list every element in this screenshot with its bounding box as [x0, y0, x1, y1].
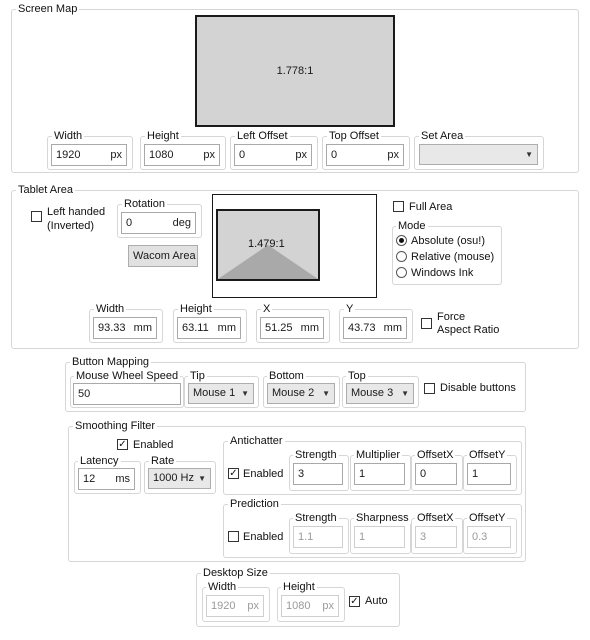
tip-select[interactable]: Mouse 1 ▼: [188, 383, 254, 404]
prediction-enabled-checkbox[interactable]: [228, 531, 239, 542]
tablet-height-input[interactable]: 63.11 mm: [177, 317, 241, 339]
screen-width-input[interactable]: 1920 px: [51, 144, 127, 166]
set-area-select[interactable]: [419, 144, 538, 165]
wacom-area-button[interactable]: Wacom Area: [128, 245, 198, 267]
pr-offsetx-label: OffsetX: [417, 512, 454, 524]
button-mapping-title: Button Mapping: [72, 356, 150, 368]
bottom-select[interactable]: Mouse 2 ▼: [267, 383, 335, 404]
screen-map-title: Screen Map: [18, 3, 78, 15]
rotation-label: Rotation: [124, 198, 165, 210]
left-offset-label: Left Offset: [237, 130, 288, 142]
pr-offsety-input[interactable]: 0.3: [467, 526, 511, 548]
rotation-input[interactable]: 0 deg: [121, 212, 196, 234]
tablet-y-input[interactable]: 43.73 mm: [343, 317, 407, 339]
left-handed-sublabel: (Inverted): [47, 220, 95, 232]
mode-label: Mode: [398, 220, 426, 232]
desktop-height-label: Height: [283, 581, 315, 593]
screen-height-label: Height: [147, 130, 179, 142]
ac-strength-label: Strength: [295, 449, 337, 461]
ac-offsety-input[interactable]: 1: [467, 463, 511, 485]
screen-map-area[interactable]: [195, 15, 395, 127]
chevron-down-icon: ▼: [401, 389, 409, 398]
mode-windows-ink-radio[interactable]: [396, 267, 407, 278]
tip-label: Tip: [190, 370, 205, 382]
pr-strength-input[interactable]: 1.1: [293, 526, 343, 548]
rate-label: Rate: [151, 455, 175, 467]
left-handed-label: Left handed: [47, 206, 106, 218]
antichatter-enabled-label: Enabled: [243, 468, 284, 480]
force-aspect-sublabel: Aspect Ratio: [437, 324, 500, 336]
tablet-height-label: Height: [180, 303, 212, 315]
smoothing-enabled-checkbox[interactable]: ✓: [118, 439, 127, 450]
tablet-x-label: X: [263, 303, 271, 315]
antichatter-title: Antichatter: [230, 435, 283, 447]
wheel-speed-input[interactable]: 50: [73, 383, 181, 405]
mode-relative-label: Relative (mouse): [411, 251, 495, 263]
pr-sharpness-label: Sharpness: [356, 512, 409, 524]
prediction-enabled-label: Enabled: [243, 531, 284, 543]
top-offset-label: Top Offset: [329, 130, 379, 142]
pr-offsety-label: OffsetY: [469, 512, 506, 524]
wheel-speed-label: Mouse Wheel Speed: [76, 370, 179, 382]
set-area-label: Set Area: [421, 130, 464, 142]
bottom-label: Bottom: [269, 370, 304, 382]
latency-input[interactable]: 12 ms: [78, 468, 135, 490]
desktop-auto-checkbox[interactable]: ✓: [350, 596, 359, 607]
chevron-down-icon: ▼: [322, 389, 330, 398]
screen-height-input[interactable]: 1080 px: [144, 144, 220, 166]
chevron-down-icon: ▼: [198, 474, 206, 483]
tablet-y-label: Y: [346, 303, 354, 315]
tablet-width-label: Width: [96, 303, 125, 315]
top-label: Top: [348, 370, 366, 382]
ac-offsety-label: OffsetY: [469, 449, 506, 461]
ac-multiplier-input[interactable]: 1: [354, 463, 405, 485]
left-handed-checkbox[interactable]: [31, 211, 42, 222]
full-area-checkbox[interactable]: [393, 201, 404, 212]
chevron-down-icon: ▼: [241, 389, 249, 398]
tablet-x-input[interactable]: 51.25 mm: [260, 317, 324, 339]
smoothing-title: Smoothing Filter: [75, 420, 156, 432]
mode-relative-radio[interactable]: [396, 251, 407, 262]
latency-label: Latency: [80, 455, 119, 467]
desktop-width-label: Width: [208, 581, 237, 593]
pr-offsetx-input[interactable]: 3: [415, 526, 457, 548]
desktop-height-input[interactable]: 1080 px: [281, 595, 339, 617]
mode-absolute-label: Absolute (osu!): [411, 235, 485, 247]
pr-sharpness-input[interactable]: 1: [354, 526, 405, 548]
ac-offsetx-label: OffsetX: [417, 449, 454, 461]
ac-strength-input[interactable]: 3: [293, 463, 343, 485]
tablet-width-input[interactable]: 93.33 mm: [93, 317, 157, 339]
tablet-map-ratio: 1.479:1: [248, 238, 285, 250]
chevron-down-icon: ▼: [525, 150, 533, 159]
mode-windows-ink-label: Windows Ink: [411, 267, 474, 279]
desktop-size-title: Desktop Size: [203, 567, 268, 579]
antichatter-enabled-checkbox[interactable]: ✓: [229, 468, 238, 479]
rate-select[interactable]: 1000 Hz ▼: [148, 468, 211, 489]
top-select[interactable]: Mouse 3 ▼: [346, 383, 414, 404]
smoothing-enabled-label: Enabled: [133, 439, 174, 451]
tablet-area-title: Tablet Area: [18, 184, 74, 196]
mode-absolute-radio[interactable]: [396, 235, 407, 246]
ac-multiplier-label: Multiplier: [356, 449, 401, 461]
prediction-title: Prediction: [230, 498, 279, 510]
full-area-label: Full Area: [409, 201, 453, 213]
ac-offsetx-input[interactable]: 0: [415, 463, 457, 485]
disable-buttons-label: Disable buttons: [440, 382, 516, 394]
disable-buttons-checkbox[interactable]: [424, 383, 435, 394]
screen-width-label: Width: [54, 130, 83, 142]
top-offset-input[interactable]: 0 px: [326, 144, 404, 166]
force-aspect-checkbox[interactable]: [421, 318, 432, 329]
left-offset-input[interactable]: 0 px: [234, 144, 312, 166]
pr-strength-label: Strength: [295, 512, 337, 524]
screen-map-ratio: 1.778:1: [276, 65, 314, 77]
desktop-auto-label: Auto: [365, 595, 388, 607]
force-aspect-label: Force: [437, 311, 466, 323]
desktop-width-input[interactable]: 1920 px: [206, 595, 264, 617]
